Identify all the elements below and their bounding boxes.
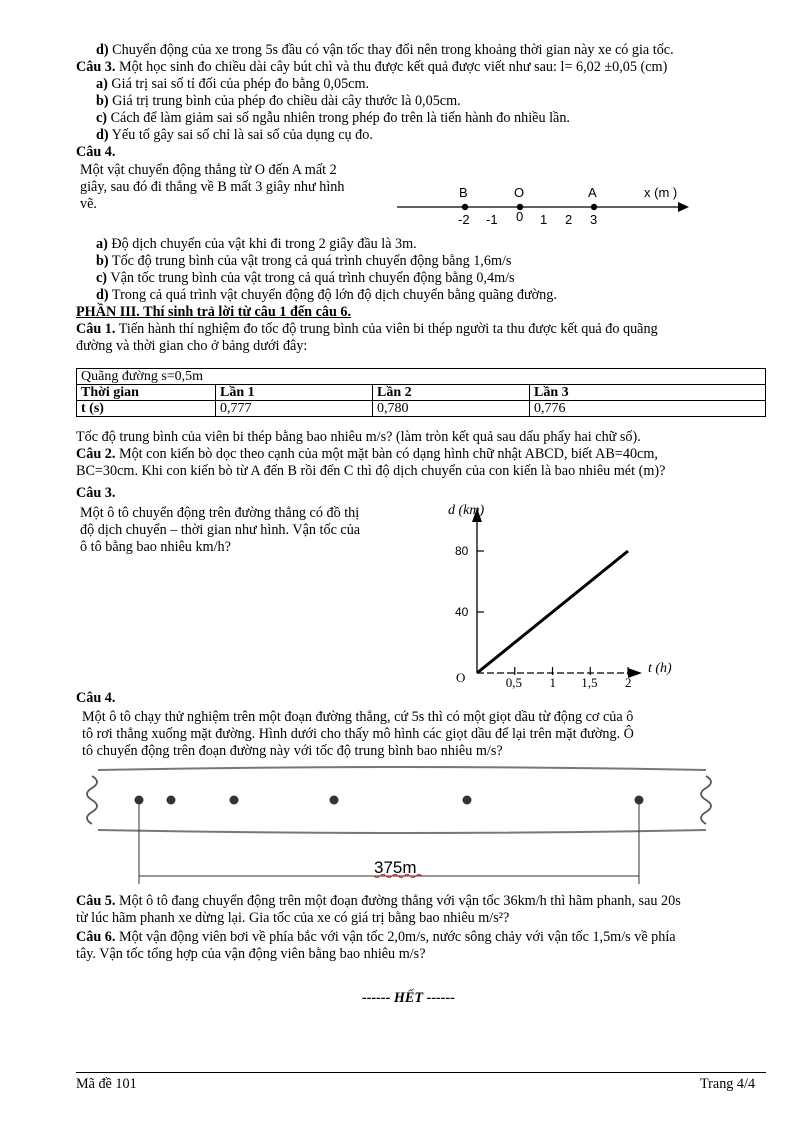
x-tick-label: 1 [549,675,556,690]
option-text: Yếu tố gây sai số chỉ là sai số của dụng cụ đo. [108,127,373,143]
axis-arrow [678,202,689,212]
point-a-label: A [588,185,597,200]
item-d-prev [96,42,674,58]
question-text: Một học sinh đo chiều dài cây bút chì và thu được kết quả được viết như sau: l= 6,02 ±0,05 (cm) [115,59,668,75]
p3-q1-line2: đường và thời gian cho ở bảng dưới đây: [76,338,308,354]
table-cell: Lần 1 [216,385,373,401]
p3-q5-line2: từ lúc hãm phanh xe dừng lại. Gia tốc của xe có giá trị bằng bao nhiêu m/s²? [76,910,510,926]
option-text: Tốc độ trung bình của vật trong cả quá trình chuyển động bằng 1,6m/s [108,253,512,269]
option-text: Vận tốc trung bình của vật trong cả quá trình chuyển động bằng 0,4m/s [107,270,515,286]
point-o-label: O [514,185,525,200]
measurement-table [76,368,766,417]
q4-text-line: giây, sau đó đi thẳng về B mất 3 giây như hình [80,179,345,195]
p3-q1-question: Tốc độ trung bình của viên bi thép bằng bao nhiêu m/s? (làm tròn kết quả sau dấu phẩy hai chữ số). [76,429,641,445]
tick-label: 0 [516,209,524,224]
x-tick-label: 1,5 [581,675,598,690]
table-cell: 0,777 [216,401,373,417]
road-top-edge [98,767,706,770]
footer-divider [76,1072,766,1073]
displacement-time-chart [440,500,710,690]
p3-question-4-label: Câu 4. [76,690,116,706]
table-cell: t (s) [77,401,216,417]
distance-label: 375m [374,858,417,877]
table-cell: Thời gian [77,385,216,401]
question-text: Một ô tô đang chuyển động trên một đoạn đường thẳng với vận tốc 36km/h thì hãm phanh, sau 20s [115,893,681,909]
oil-drop [230,796,239,805]
y-ticks [455,544,484,619]
p3-q2-line2: BC=30cm. Khi con kiến bò từ A đến B rồi đến C thì độ dịch chuyển của con kiến là bao nhiêu mét (m)? [76,463,666,479]
table-row [77,401,766,417]
y-tick-label: 40 [455,605,469,619]
tick-label: 3 [590,212,598,227]
option-text: Giá trị trung bình của phép đo chiều dài cây thước là 0,05cm. [108,93,461,109]
q3-option-a [96,76,369,92]
question-4-label: Câu 4. [76,144,116,160]
question-label: Câu 1. [76,321,116,337]
q4-text-line: Một vật chuyển động thẳng từ O đến A mất 2 [80,162,337,178]
tick-label: -2 [458,212,470,227]
y-axis-label: d (km) [448,503,485,518]
tick-label: 2 [565,212,573,227]
series-line [477,551,628,673]
oil-drop [135,796,144,805]
option-label: b) [96,93,109,109]
x-tick-label: 2 [625,675,632,690]
point-a-dot [591,204,597,210]
p3-q4-text-line: Một ô tô chạy thử nghiệm trên một đoạn đường thẳng, cứ 5s thì có một giọt dầu từ động cơ của ô [82,709,634,725]
point-b-label: B [459,185,468,200]
option-label: c) [96,110,108,126]
question-text: Một con kiến bò dọc theo cạnh của một mặt bàn có dạng hình chữ nhật ABCD, biết AB=40cm, [115,446,658,462]
option-label: a) [96,236,108,252]
q4-option-a [96,236,417,252]
q3-option-d [96,127,373,143]
p3-q3-text-line: độ dịch chuyển – thời gian như hình. Vận tốc của [80,522,361,538]
item-label: d) [96,42,109,58]
oil-drop [330,796,339,805]
road-break-left [87,776,97,824]
p3-question-5 [76,893,681,909]
table-cell: 0,776 [530,401,766,417]
table-header-row [77,369,766,385]
q4-text-line: vẽ. [80,196,97,212]
q3-option-b [96,93,461,109]
road-break-right [701,776,711,824]
table-cell: Lần 2 [373,385,530,401]
option-text: Giá trị sai số tỉ đối của phép đo bằng 0,05cm. [107,76,370,92]
tick-label: 1 [540,212,548,227]
x-ticks [506,667,632,690]
oil-drops-road-diagram [84,762,724,888]
p3-question-1 [76,321,766,337]
p3-q3-text-line: ô tô bằng bao nhiêu km/h? [80,539,231,555]
x-tick-label: 0,5 [505,675,522,690]
q4-option-b [96,253,511,269]
p3-q6-line2: tây. Vận tốc tổng hợp của vận động viên bằng bao nhiêu m/s? [76,946,426,962]
footer-exam-code: Mã đề 101 [76,1076,137,1092]
question-text: Tiến hành thí nghiệm đo tốc độ trung bình của viên bi thép người ta thu được kết quả đo quãng [115,321,658,337]
table-cell: 0,780 [373,401,530,417]
p3-q3-text-line: Một ô tô chuyển động trên đường thẳng có đồ thị [80,505,360,521]
item-text: Chuyển động của xe trong 5s đầu có vận tốc thay đổi nên trong khoảng thời gian này xe có gia tốc. [108,42,674,58]
axis-label: x (m ) [644,185,678,200]
point-b-dot [462,204,468,210]
oil-drop [463,796,472,805]
question-label: Câu 3. [76,59,116,75]
p3-question-2 [76,446,658,462]
q3-option-c [96,110,570,126]
p3-question-3-label: Câu 3. [76,485,116,501]
option-label: b) [96,253,109,269]
q4-option-c [96,270,515,286]
table-header-cell: Quãng đường s=0,5m [77,369,766,385]
question-label: Câu 2. [76,446,116,462]
option-text: Trong cả quá trình vật chuyển động độ lớn độ dịch chuyển bằng quãng đường. [108,287,557,303]
question-label: Câu 6. [76,929,116,945]
option-text: Độ dịch chuyển của vật khi đi trong 2 giây đầu là 3m. [107,236,417,252]
option-label: c) [96,270,108,286]
oil-drop [635,796,644,805]
footer-page-number: Trang 4/4 [700,1076,756,1092]
end-marker: ------ HẾT ------ [362,990,455,1006]
table-cell: Lần 3 [530,385,766,401]
part-3-title: PHẦN III. Thí sinh trả lời từ câu 1 đến câu 6. [76,304,352,320]
p3-q4-text-line: tô chuyển động trên đoạn đường này với tốc độ trung bình bao nhiêu m/s? [82,743,503,759]
tick-label: -1 [486,212,498,227]
option-text: Cách để làm giảm sai số ngẫu nhiên trong phép đo trên là tiến hành đo nhiều lần. [107,110,570,126]
x-axis-label: t (h) [648,661,672,676]
q4-option-d [96,287,557,303]
p3-q4-text-line: tô rơi thẳng xuống mặt đường. Hình dưới cho thấy mô hình các giọt dầu để lại trên mặt đường. Ô [82,726,634,742]
question-text: Một vận động viên bơi về phía bắc với vận tốc 2,0m/s, nước sông chảy với vận tốc 1,5m/s về phía [115,929,676,945]
table-row [77,385,766,401]
y-tick-label: 80 [455,544,469,558]
option-label: d) [96,127,109,143]
p3-question-6 [76,929,676,945]
origin-label: O [456,670,466,685]
question-3 [76,59,667,75]
road-bottom-edge [98,830,706,833]
oil-drop [167,796,176,805]
option-label: a) [96,76,108,92]
position-axis-diagram [395,180,715,232]
option-label: d) [96,287,109,303]
question-label: Câu 5. [76,893,116,909]
